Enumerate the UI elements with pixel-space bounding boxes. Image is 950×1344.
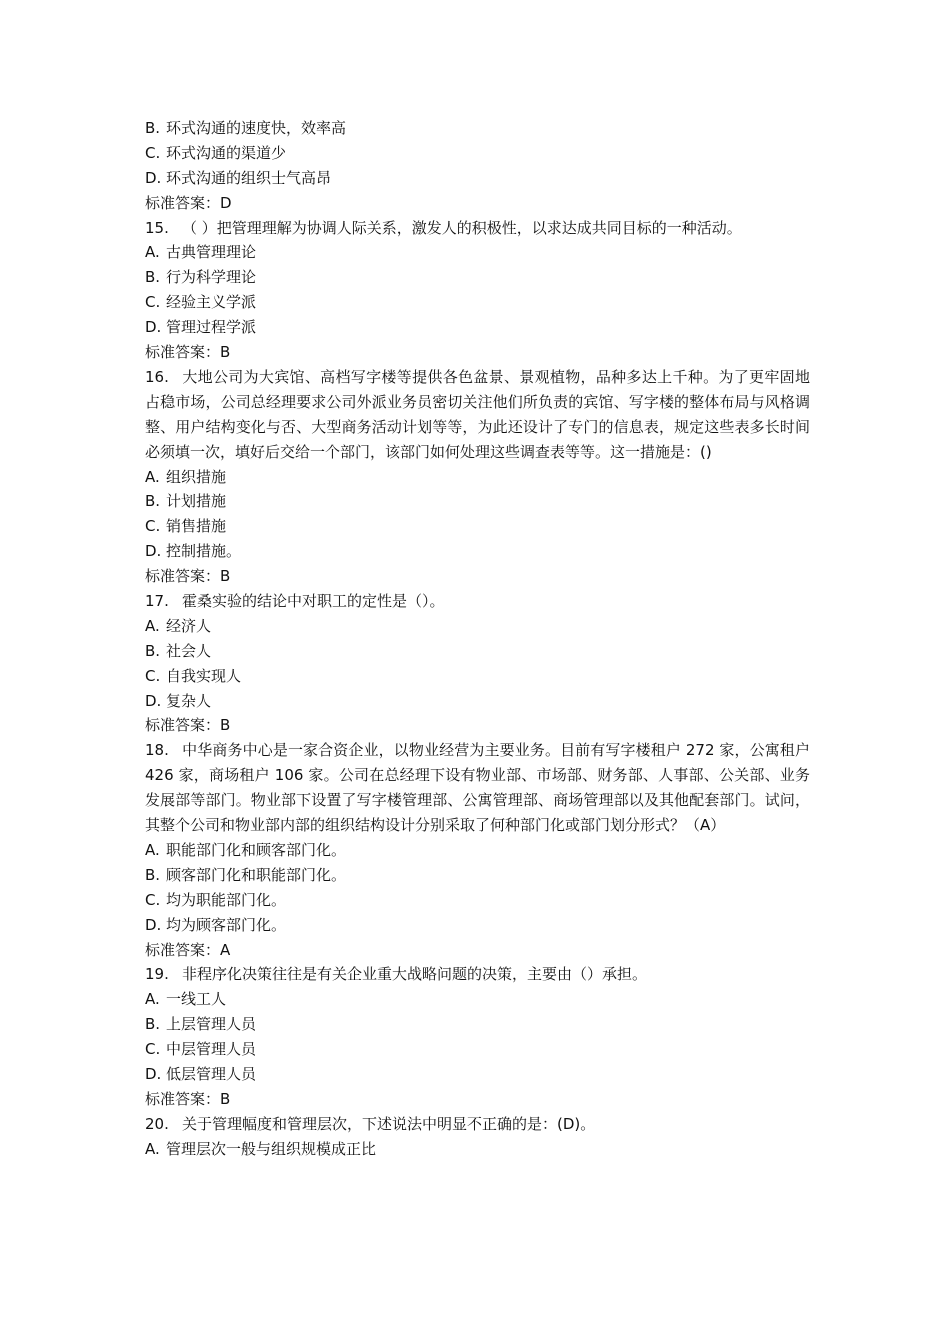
question-stem (145, 962, 810, 987)
option-text: 环式沟通的渠道少 (166, 143, 287, 162)
option-text: 自我实现人 (166, 666, 242, 685)
question-number: 17. (145, 592, 169, 610)
question-stem (145, 589, 810, 614)
answer-option (145, 315, 810, 340)
answer-option (145, 838, 810, 863)
option-letter: D. (145, 691, 162, 710)
answer-option (145, 1137, 810, 1162)
answer-option (145, 141, 810, 166)
option-letter: C. (145, 666, 161, 685)
answer-option (145, 1012, 810, 1037)
standard-answer: 标准答案：B (145, 716, 231, 735)
option-text: 行为科学理论 (166, 268, 257, 287)
answer-option (145, 888, 810, 913)
option-text: 控制措施。 (166, 542, 242, 561)
answer-option (145, 1062, 810, 1087)
option-letter: A. (145, 840, 160, 859)
option-letter: D. (145, 168, 162, 187)
option-letter: B. (145, 268, 161, 287)
answer-option (145, 489, 810, 514)
answer-option (145, 240, 810, 265)
standard-answer: 标准答案：B (145, 567, 231, 586)
answer-option (145, 863, 810, 888)
option-text: 环式沟通的速度快，效率高 (166, 119, 347, 137)
answer-option (145, 514, 810, 539)
question-number: 16. (145, 367, 169, 386)
option-letter: C. (145, 1040, 161, 1059)
option-letter: D. (145, 915, 162, 934)
question-text: 霍桑实验的结论中对职工的定性是（）。 (182, 592, 445, 610)
question-text: 大地公司为大宾馆、高档写字楼等提供各色盆景、景观植物，品种多达上千种。为了更牢固地占稳市场，公司总经理要求公司外派业务员密切关注他们所负责的宾馆、写字楼的整体布局与风格调整、用户结构变化与否、大型商务活动计划等等，为此还设计了专门的信息表，规定这些表多长时间必须填一次，填好后交给一个部门，该部门如何处理这些调查表等等。这一措施是：() (145, 367, 810, 461)
option-letter: D. (145, 542, 162, 561)
option-letter: A. (145, 243, 160, 262)
option-text: 顾客部门化和职能部门化。 (166, 865, 347, 884)
answer-option (145, 116, 810, 141)
option-letter: C. (145, 517, 161, 536)
question-stem (145, 1112, 810, 1137)
option-letter: B. (145, 119, 161, 137)
question-text: 中华商务中心是一家合资企业，以物业经营为主要业务。目前有写字楼租户 272 家，公寓租户 426 家，商场租户 106 家。公司在总经理下设有物业部、市场部、财务部、人事部、公关部、业务发展部等部门。物业部下设置了写字楼管理部、公寓管理部、商场管理部以及其他配套部门。试问，其整个公司和物业部内部的组织结构设计分别采取了何种部门化或部门划分形式？（A） (145, 741, 810, 835)
option-letter: B. (145, 641, 161, 660)
option-letter: D. (145, 318, 162, 337)
standard-answer: 标准答案：A (145, 940, 231, 959)
option-text: 计划措施 (166, 492, 227, 511)
answer-option (145, 987, 810, 1012)
option-letter: C. (145, 143, 161, 162)
answer-option (145, 265, 810, 290)
question-number: 15. (145, 218, 169, 237)
option-text: 销售措施 (166, 517, 227, 536)
option-text: 上层管理人员 (166, 1015, 257, 1034)
option-text: 低层管理人员 (166, 1065, 257, 1084)
standard-answer: 标准答案：D (145, 193, 232, 212)
option-text: 管理过程学派 (166, 318, 257, 337)
option-text: 组织措施 (166, 467, 227, 486)
answer-option (145, 1037, 810, 1062)
option-letter: A. (145, 616, 160, 635)
question-text: 非程序化决策往往是有关企业重大战略问题的决策，主要由（）承担。 (182, 965, 648, 984)
option-text: 职能部门化和顾客部门化。 (166, 840, 347, 859)
document-body (145, 116, 810, 1162)
option-letter: C. (145, 293, 161, 312)
option-letter: D. (145, 1065, 162, 1084)
question-stem (145, 365, 810, 465)
answer-option (145, 639, 810, 664)
question-text: （ ）把管理理解为协调人际关系，激发人的积极性，以求达成共同目标的一种活动。 (182, 218, 742, 237)
question-number: 20. (145, 1114, 169, 1133)
option-letter: A. (145, 1139, 160, 1158)
option-text: 一线工人 (166, 990, 227, 1009)
option-text: 均为顾客部门化。 (166, 915, 287, 934)
question-text: 关于管理幅度和管理层次，下述说法中明显不正确的是：(D)。 (182, 1114, 596, 1133)
option-text: 环式沟通的组织士气高昂 (166, 168, 332, 187)
question-number: 18. (145, 741, 169, 760)
option-letter: B. (145, 1015, 161, 1034)
question-stem (145, 738, 810, 838)
standard-answer: 标准答案：B (145, 343, 231, 362)
answer-option (145, 614, 810, 639)
option-letter: A. (145, 467, 160, 486)
answer-option (145, 689, 810, 714)
answer-option (145, 913, 810, 938)
option-text: 管理层次一般与组织规模成正比 (166, 1139, 377, 1158)
option-letter: B. (145, 865, 161, 884)
option-letter: C. (145, 890, 161, 909)
answer-option (145, 290, 810, 315)
option-letter: B. (145, 492, 161, 511)
option-text: 古典管理理论 (166, 243, 257, 262)
question-number: 19. (145, 965, 169, 984)
question-stem (145, 216, 810, 241)
option-text: 复杂人 (166, 691, 212, 710)
option-text: 经济人 (166, 616, 212, 635)
standard-answer: 标准答案：B (145, 1089, 231, 1108)
answer-option (145, 166, 810, 191)
answer-option (145, 539, 810, 564)
option-text: 经验主义学派 (166, 293, 257, 312)
option-letter: A. (145, 990, 160, 1009)
answer-option (145, 664, 810, 689)
option-text: 均为职能部门化。 (166, 890, 287, 909)
option-text: 社会人 (166, 641, 212, 660)
option-text: 中层管理人员 (166, 1040, 257, 1059)
answer-option (145, 465, 810, 490)
